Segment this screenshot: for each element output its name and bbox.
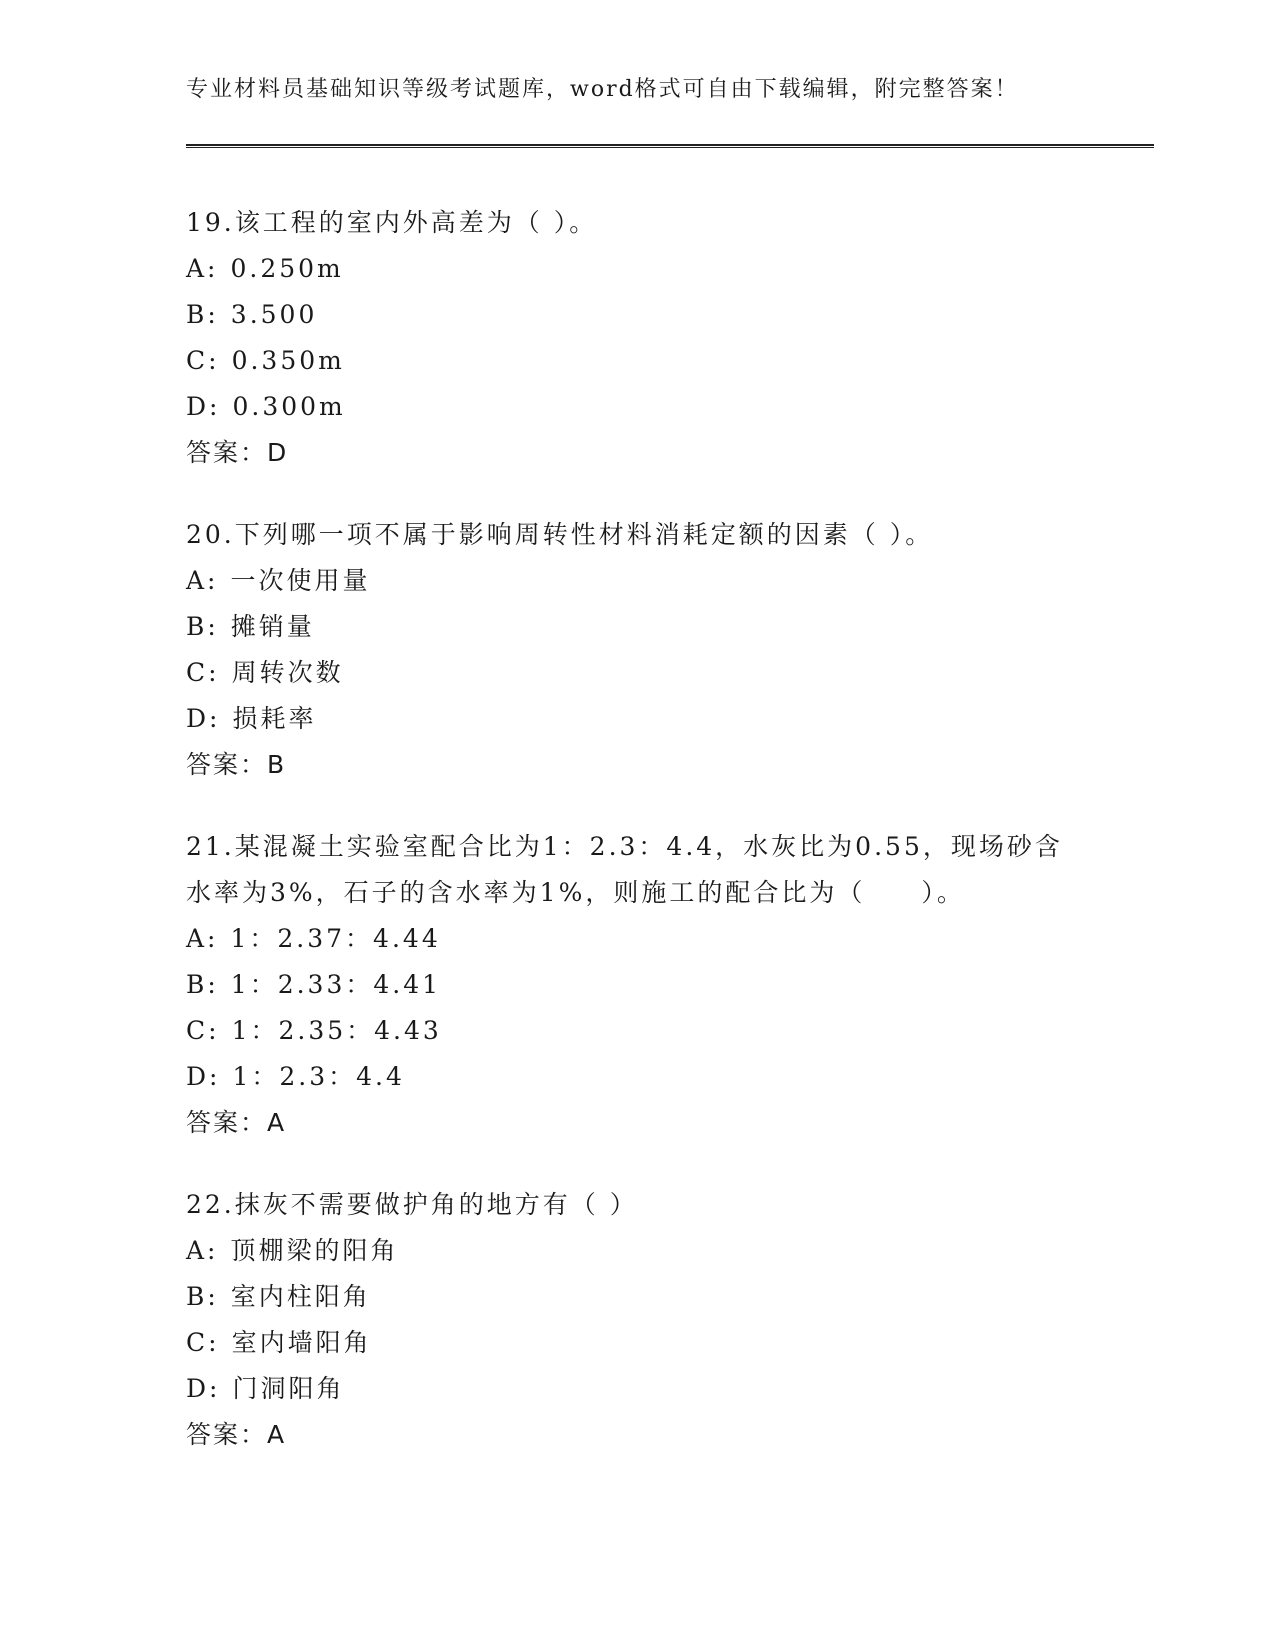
option-b	[186, 962, 1086, 1008]
question-stem: 20.下列哪一项不属于影响周转性材料消耗定额的因素（ ）。	[186, 520, 934, 549]
option-letter: C:	[186, 1016, 220, 1045]
header-divider	[186, 144, 1154, 148]
option-text: 摊销量	[230, 612, 315, 641]
option-text: 0.250m	[230, 254, 344, 283]
option-text: 0.300m	[232, 392, 346, 421]
question-stem: 19.该工程的室内外高差为（ ）。	[186, 208, 598, 237]
answer-line: 答案：A	[186, 1108, 287, 1137]
option-text: 3.500	[230, 300, 318, 329]
option-letter: B:	[186, 1282, 219, 1311]
option-text: 1：2.33：4.41	[230, 970, 442, 999]
option-letter: D:	[186, 704, 221, 733]
option-b	[186, 292, 1086, 338]
option-letter: C:	[186, 346, 220, 375]
option-letter: D:	[186, 1374, 221, 1403]
option-letter: D:	[186, 1062, 221, 1091]
question-stem: 22.抹灰不需要做护角的地方有（ ）	[186, 1190, 638, 1219]
question-list	[186, 200, 1086, 1494]
option-c	[186, 650, 1086, 696]
option-text: 1：2.37：4.44	[230, 924, 441, 953]
question-19	[186, 200, 1086, 476]
option-d	[186, 696, 1086, 742]
option-a	[186, 558, 1086, 604]
option-text: 周转次数	[231, 658, 344, 687]
answer-line: 答案：B	[186, 750, 287, 779]
option-a	[186, 246, 1086, 292]
question-stem-line-2: 水率为3%，石子的含水率为1%，则施工的配合比为（ ）。	[186, 878, 965, 907]
option-letter: A:	[186, 924, 219, 953]
option-b	[186, 604, 1086, 650]
option-letter: C:	[186, 658, 220, 687]
question-stem-line-1: 21.某混凝土实验室配合比为1：2.3：4.4，水灰比为0.55，现场砂含	[186, 832, 1063, 861]
option-c	[186, 338, 1086, 384]
option-text: 1：2.35：4.43	[231, 1016, 442, 1045]
option-text: 室内墙阳角	[231, 1328, 372, 1357]
answer-line: 答案：D	[186, 438, 289, 467]
option-b	[186, 1274, 1086, 1320]
option-letter: A:	[186, 254, 219, 283]
option-letter: D:	[186, 392, 221, 421]
option-c	[186, 1320, 1086, 1366]
option-d	[186, 384, 1086, 430]
option-a	[186, 1228, 1086, 1274]
option-text: 0.350m	[231, 346, 345, 375]
option-letter: A:	[186, 1236, 219, 1265]
question-22	[186, 1182, 1086, 1458]
option-letter: B:	[186, 970, 219, 999]
option-letter: C:	[186, 1328, 220, 1357]
option-text: 一次使用量	[230, 566, 371, 595]
option-text: 1：2.3：4.4	[232, 1062, 405, 1091]
option-letter: A:	[186, 566, 219, 595]
answer-line: 答案：A	[186, 1420, 287, 1449]
page-header: 专业材料员基础知识等级考试题库，word格式可自由下载编辑，附完整答案！	[186, 77, 1019, 102]
option-a	[186, 916, 1086, 962]
question-20	[186, 512, 1086, 788]
option-c	[186, 1008, 1086, 1054]
option-text: 室内柱阳角	[230, 1282, 371, 1311]
option-letter: B:	[186, 612, 219, 641]
option-text: 顶棚梁的阳角	[230, 1236, 399, 1265]
option-text: 门洞阳角	[232, 1374, 345, 1403]
option-d	[186, 1366, 1086, 1412]
option-letter: B:	[186, 300, 219, 329]
option-d	[186, 1054, 1086, 1100]
option-text: 损耗率	[232, 704, 317, 733]
question-21	[186, 824, 1086, 1146]
